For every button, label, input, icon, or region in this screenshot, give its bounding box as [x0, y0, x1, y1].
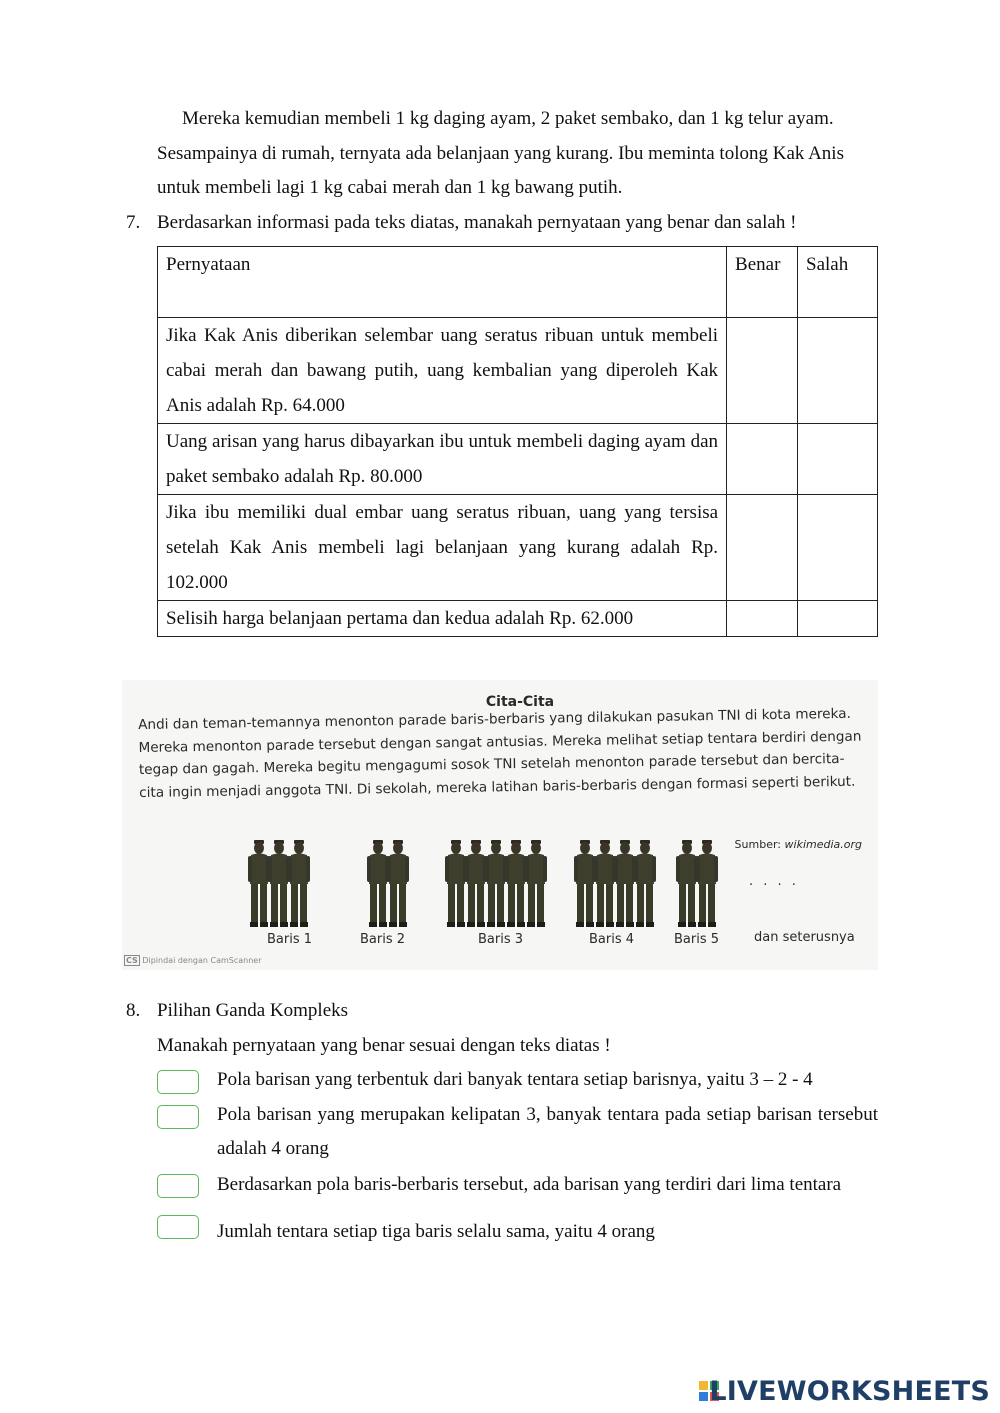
option-checkbox-1[interactable]: [157, 1070, 199, 1094]
statement-4: Selisih harga belanjaan pertama dan kedua adalah Rp. 62.000: [158, 601, 727, 637]
q8-type: Pilihan Ganda Kompleks: [157, 1000, 349, 1021]
intro-line-3: untuk membeli lagi 1 kg cabai merah dan 1 kg bawang putih.: [157, 177, 623, 198]
row-label-1: Baris 1: [267, 932, 313, 947]
liveworksheets-brand: LIVEWORKSHEETS: [709, 1376, 990, 1407]
intro-line-2: Sesampainya di rumah, ternyata ada belanjaan yang kurang. Ibu meminta tolong Kak Anis: [157, 143, 844, 164]
soldier-icon: [614, 840, 636, 930]
soldier-icon: [676, 840, 698, 930]
soldier-icon: [505, 840, 527, 930]
option-checkbox-3[interactable]: [157, 1174, 199, 1198]
q8-question: Manakah pernyataan yang benar sesuai dengan teks diatas !: [157, 1035, 611, 1056]
answer-true-2[interactable]: [727, 424, 798, 495]
soldier-icon: [367, 840, 389, 930]
q7-true-false-table: [157, 246, 878, 637]
table-row: [158, 318, 878, 424]
soldier-icon: [485, 840, 507, 930]
statement-3: Jika ibu memiliki dual embar uang seratus ribuan, uang yang tersisa setelah Kak Anis membeli lagi belanjaan yang kurang adalah Rp. 102.000: [158, 495, 727, 601]
header-false: Salah: [798, 247, 878, 318]
soldier-icon: [574, 840, 596, 930]
scan-continued: dan seterusnya: [754, 930, 855, 945]
source-label: Sumber:: [734, 838, 782, 851]
scan-paragraph: Andi dan teman-temannya menonton parade baris-berbaris yang dilakukan pasukan TNI di kota mereka. Mereka menonton parade tersebut dengan sangat antusias. Mereka melihat setiap tentara berdiri dengan tegap dan gagah. Mereka begitu mengagumi sosok TNI setelah menonton parade tersebut dan bercita-cita ingin menjadi anggota TNI. Di sekolah, mereka latihan baris-berbaris dengan formasi seperti berikut.: [138, 705, 862, 801]
option-text-4: Jumlah tentara setiap tiga baris selalu sama, yaitu 4 orang: [217, 1221, 655, 1242]
header-true: Benar: [727, 247, 798, 318]
table-row: [158, 601, 878, 637]
q8-number: 8.: [126, 1000, 141, 1021]
row-label-4: Baris 4: [589, 932, 635, 947]
soldier-icon: [387, 840, 409, 930]
soldier-icon: [696, 840, 718, 930]
intro-line-1: Mereka kemudian membeli 1 kg daging ayam, 2 paket sembako, dan 1 kg telur ayam.: [182, 108, 834, 129]
option-text-3: Berdasarkan pola baris-berbaris tersebut, ada barisan yang terdiri dari lima tentara: [217, 1174, 842, 1195]
option-checkbox-4[interactable]: [157, 1215, 199, 1239]
q7-question: Berdasarkan informasi pada teks diatas, manakah pernyataan yang benar dan salah !: [157, 212, 797, 233]
row-label-2: Baris 2: [360, 932, 406, 947]
soldier-icon: [288, 840, 310, 930]
soldier-icon: [248, 840, 270, 930]
option-checkbox-2[interactable]: [157, 1105, 199, 1129]
soldier-icon: [525, 840, 547, 930]
row-label-3: Baris 3: [478, 932, 524, 947]
option-text-2: Pola barisan yang merupakan kelipatan 3, banyak tentara pada setiap barisan tersebut adalah 4 orang: [217, 1104, 878, 1159]
answer-true-3[interactable]: [727, 495, 798, 601]
q7-number: 7.: [126, 212, 141, 233]
answer-true-1[interactable]: [727, 318, 798, 424]
row-label-5: Baris 5: [674, 932, 720, 947]
camscanner-badge: CS: [126, 956, 138, 965]
statement-2: Uang arisan yang harus dibayarkan ibu untuk membeli daging ayam dan paket sembako adalah Rp. 80.000: [158, 424, 727, 495]
answer-false-2[interactable]: [798, 424, 878, 495]
answer-false-1[interactable]: [798, 318, 878, 424]
soldier-icon: [594, 840, 616, 930]
scan-source: [735, 838, 862, 851]
scan-title: Cita-Cita: [485, 694, 555, 710]
source-site: wikimedia.org: [784, 838, 862, 851]
camscanner-note: Dipindai dengan CamScanner: [142, 956, 262, 965]
table-row: [158, 424, 878, 495]
header-statement: Pernyataan: [158, 247, 727, 318]
answer-false-4[interactable]: [798, 601, 878, 637]
soldier-icon: [445, 840, 467, 930]
camscanner-watermark: [124, 956, 262, 965]
answer-true-4[interactable]: [727, 601, 798, 637]
soldier-icon: [465, 840, 487, 930]
option-text-1: Pola barisan yang terbentuk dari banyak tentara setiap barisnya, yaitu 3 – 2 - 4: [217, 1069, 813, 1090]
soldier-icon: [634, 840, 656, 930]
answer-false-3[interactable]: [798, 495, 878, 601]
scanned-reading-image: [122, 680, 878, 970]
soldier-icon: [268, 840, 290, 930]
statement-1: Jika Kak Anis diberikan selembar uang seratus ribuan untuk membeli cabai merah dan bawang putih, uang kembalian yang diperoleh Kak Anis adalah Rp. 64.000: [158, 318, 727, 424]
table-row: [158, 495, 878, 601]
table-header-row: [158, 247, 878, 318]
scan-ellipsis: . . . .: [749, 874, 799, 889]
